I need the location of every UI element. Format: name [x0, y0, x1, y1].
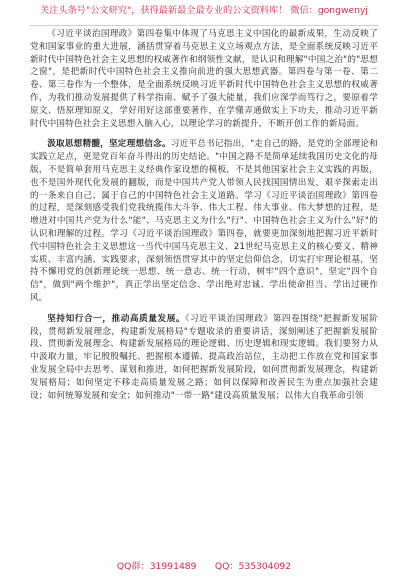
header-banner: [0, 0, 408, 22]
header-text: 关注头条号"公文研究"，获得最新最全最专业的公文资料库！ 微信：gongwenyj: [40, 5, 368, 16]
header-divider: [30, 25, 378, 26]
paragraph-development-text: 《习近平谈治国理政》第四卷围绕"把握新发展阶段，贯彻新发展理念，构建新发展格局"专题收录的重要讲话，深刻阐述了把握新发展阶段、贯彻新发展理念、构建新发展格局的理论逻辑、历史逻辑和现实逻辑。我们要努力从中汲取力量，牢记殷殷嘱托、把握根本遵循、提高政治站位，主动把工作放在党和国家事业发展全局中去思考、谋划和推进，如何把握新发展阶段，如何贯彻新发展理念，构建新发展格局；如何坚定不移走高质量发展之路；如何以保障和改善民生为重点加强社会建设；如何统筹发展和安全；如何推动"一带一路"建设高质量发展；以伟大自我革命引领: [30, 313, 378, 401]
paragraph-ideals-heading: 汲取思想精髓，坚定理想信念。: [47, 139, 171, 150]
paragraph-ideals-text: 习近平总书记指出，"走自己的路，是党的全部理论和实践立足点，更是党百年奋斗得出的历史结论。"中国之路不是简单延续我国历史文化的母版，不是简单套用马克思主义经典作家设想的模板，不是其他国家社会主义实践的再版，也不是国外现代化发展的翻版，而是中国共产党人带领人民找国国情出发，艰辛探索走出的一条来自自己、属于自己的中国特色社会主义道路。学习《习近平谈治国理政》第四卷的过程，是深刻感受我们党我统揽伟大斗争、伟大工程、伟大事业、伟大梦想的过程，是增进对中国共产党为什么"能"、马克思主义为什么"行"、中国特色社会主义为什么"好"的认识和理解的过程。学习《习近平谈治国理政》第四卷，就要更加深刻地把握习近平新时代中国特色社会主义思想这一当代中国马克思主义、21世纪马克思主义的核心要义、精神实质、丰富内涵、实践要求，深刻领悟贯穿其中的坚定信仰信念，切实打牢理论根基，坚持不懈用党的创新理论统一思想、统一意志、统一行动，树牢"四个意识"，坚定"四个自信"，做到"两个维护"，真正学出坚定信念、学出绝对忠诚、学出使命担当、学出过硬作风。: [30, 139, 378, 303]
paragraph-ideals: [30, 138, 378, 304]
footer-contact: [0, 556, 408, 574]
paragraph-development-heading: 坚持知行合一，推动高质量发展。: [47, 313, 186, 324]
paragraph-development: [30, 313, 378, 403]
paragraph-intro-text: 《习近平谈治国理政》第四卷集中体现了马克思主义中国化的最新成果，生动反映了党和国家事业的重大进展，涵括贯穿着马克思主义立场观点方法，是全面系统反映习近平新时代中国特色社会主义思想的权威著作和纲领性文献，是认识和理解"中国之治"的"思想之窗"，是把新时代中国特色社会主义推向前进的强大思想武器。第四卷与第一卷、第二卷、第三卷作为一个整体，是全面系统反映习近平新时代中国特色社会主义思想的权威著作，为我们推动发展提供了科学指南、赋予了强大能量，我们应深学而笃行之，要原着学原文、悟原理知原义，学好用好这部重要著作，在学懂弄通做实上下功夫，推动习近平新时代中国特色社会主义思想入脑入心，以理论学习的新提升，不断开创工作的新局面。: [30, 29, 378, 129]
paragraph-intro: [30, 28, 378, 130]
document-body: [30, 28, 378, 410]
footer-text: QQ群：31991489 QQ：535304092: [116, 561, 292, 572]
